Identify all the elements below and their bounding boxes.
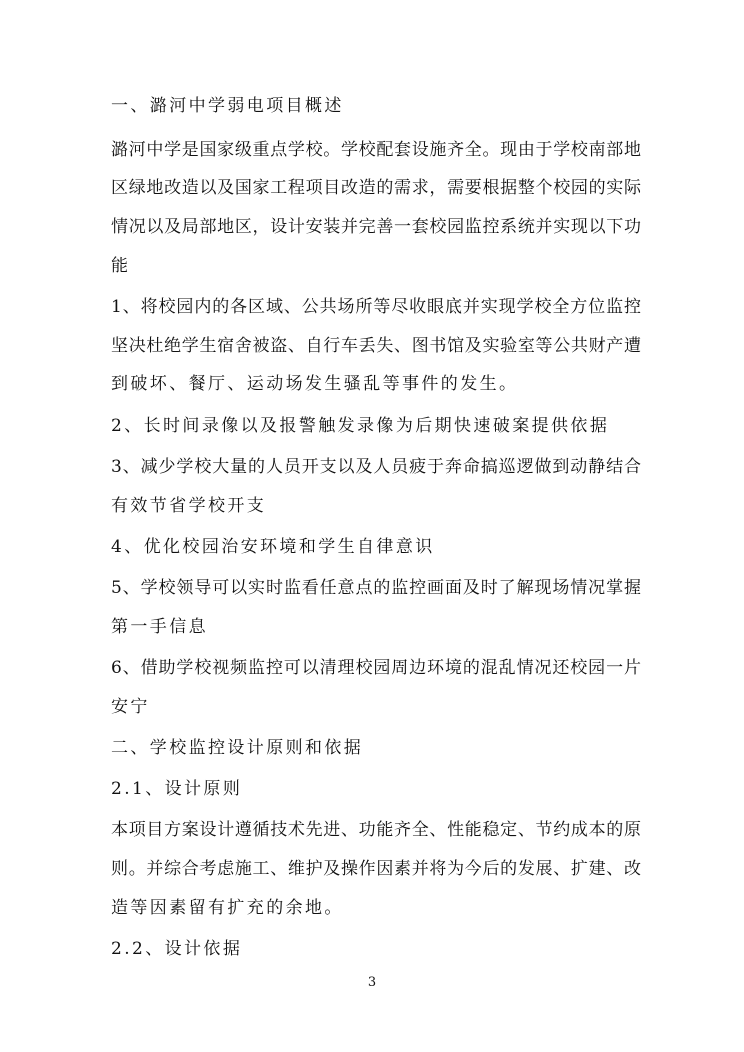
section-heading-1: 一、潞河中学弱电项目概述 [111,96,344,116]
list-item-6-line: 安宁 [111,697,150,717]
list-item-4: 4、优化校园治安环境和学生自律意识 [111,537,435,557]
intro-line: 区绿地改造以及国家工程项目改造的需求，需要根据整个校园的实际 [111,178,641,198]
section-heading-2: 二、学校监控设计原则和依据 [111,738,364,758]
principle-line: 则。并综合考虑施工、维护及操作因素并将为今后的发展、扩建、改 [111,859,641,879]
list-item-3-line: 3、减少学校大量的人员开支以及人员疲于奔命搞巡逻做到动静结合 [111,457,641,477]
list-item-5-line: 5、学校领导可以实时监看任意点的监控画面及时了解现场情况掌握 [111,578,641,598]
list-item-6-line: 6、借助学校视频监控可以清理校园周边环境的混乱情况还校园一片 [111,658,641,678]
list-item-3-line: 有效节省学校开支 [111,496,267,516]
intro-line: 潞河中学是国家级重点学校。学校配套设施齐全。现由于学校南部地 [111,140,641,160]
list-item-1-line: 到破坏、餐厅、运动场发生骚乱等事件的发生。 [111,374,519,394]
list-item-5-line: 第一手信息 [111,617,208,637]
list-item-1-line: 1、将校园内的各区域、公共场所等尽收眼底并实现学校全方位监控 [111,297,641,317]
page-number: 3 [367,975,377,990]
subsection-heading-2-2: 2.2、设计依据 [111,939,243,959]
list-item-2: 2、长时间录像以及报警触发录像为后期快速破案提供依据 [111,416,610,436]
list-item-1-line: 坚决杜绝学生宿舍被盗、自行车丢失、图书馆及实验室等公共财产遭 [111,336,641,356]
principle-line: 本项目方案设计遵循技术先进、功能齐全、性能稳定、节约成本的原 [111,820,641,840]
subsection-heading-2-1: 2.1、设计原则 [111,779,243,799]
intro-line: 能 [111,256,131,276]
principle-line: 造等因素留有扩充的余地。 [111,898,344,918]
intro-line: 情况以及局部地区，设计安装并完善一套校园监控系统并实现以下功 [111,217,641,237]
